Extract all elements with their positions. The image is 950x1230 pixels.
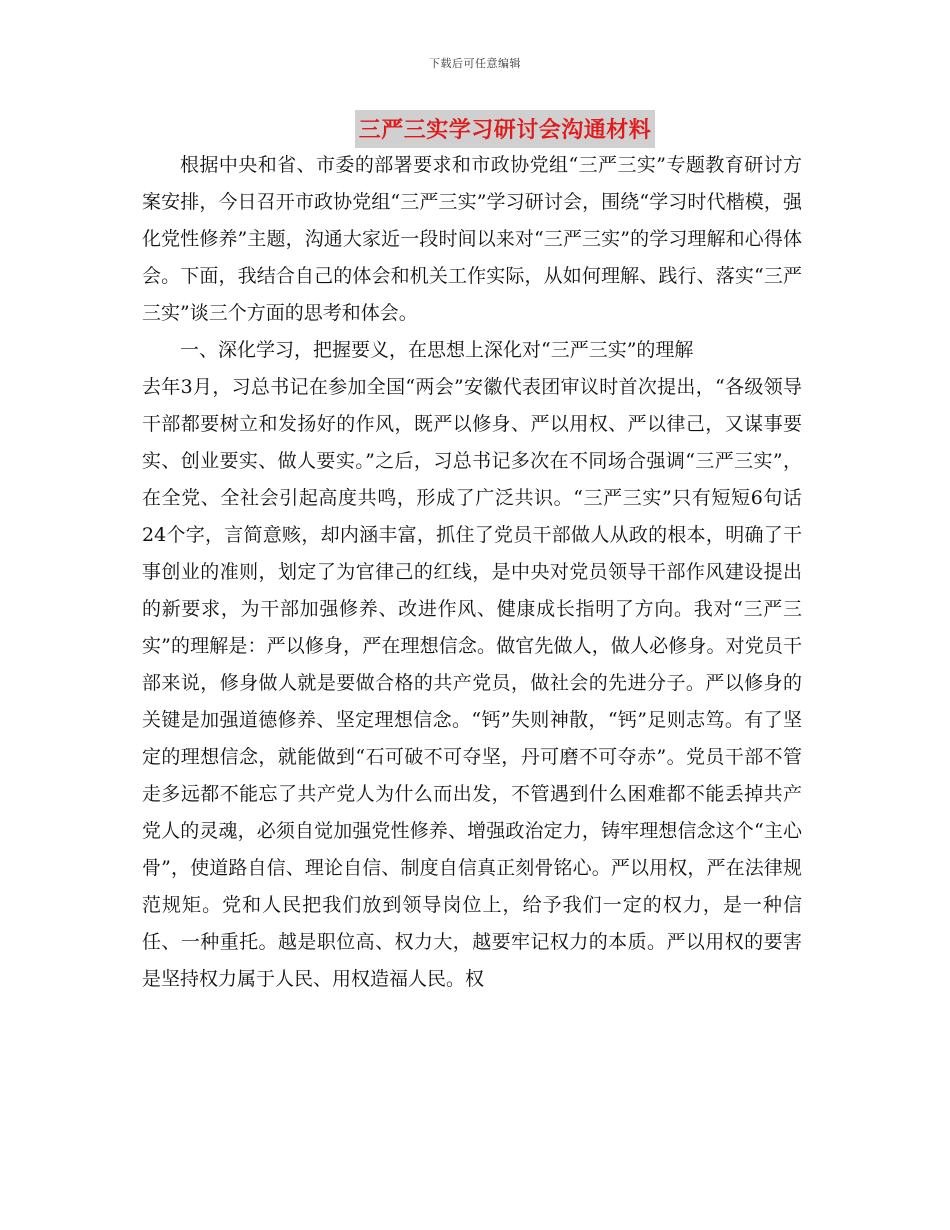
document-title: 三严三实学习研讨会沟通材料 — [355, 110, 656, 148]
document-body — [142, 147, 802, 998]
paragraph-body: 去年3月，习总书记在参加全国“两会”安徽代表团审议时首次提出，“各级领导干部都要树立和发扬好的作风，既严以修身、严以用权、严以律己，又谋事要实、创业要实、做人要实。”之后，习总书记多次在不同场合强调“三严三实”，在全党、全社会引起高度共鸣，形成了广泛共识。“三严三实”只有短短6句话24个字，言简意赅，却内涵丰富，抓住了党员干部做人从政的根本，明确了干事创业的准则，划定了为官律己的红线，是中央对党员领导干部作风建设提出的新要求，为干部加强修养、改进作风、健康成长指明了方向。我对“三严三实”的理解是：严以修身，严在理想信念。做官先做人，做人必修身。对党员干部来说，修身做人就是要做合格的共产党员，做社会的先进分子。严以修身的关键是加强道德修养、坚定理想信念。“钙”失则神散，“钙”足则志笃。有了坚定的理想信念，就能做到“石可破不可夺坚，丹可磨不可夺赤”。党员干部不管走多远都不能忘了共产党人为什么而出发，不管遇到什么困难都不能丢掉共产党人的灵魂，必须自觉加强党性修养、增强政治定力，铸牢理想信念这个“主心骨”，使道路自信、理论自信、制度自信真正刻骨铭心。严以用权，严在法律规范规矩。党和人民把我们放到领导岗位上，给予我们一定的权力，是一种信任、一种重托。越是职位高、权力大，越要牢记权力的本质。严以用权的要害是坚持权力属于人民、用权造福人民。权 — [142, 376, 802, 990]
section-heading-1: 一、深化学习，把握要义，在思想上深化对“三严三实”的理解 — [180, 339, 694, 361]
page-header: 下载后可任意编辑 — [429, 57, 521, 70]
paragraph-intro: 根据中央和省、市委的部署要求和市政协党组“三严三实”专题教育研讨方案安排，今日召开市政协党组“三严三实”学习研讨会，围绕“学习时代楷模，强化党性修养”主题，沟通大家近一段时间以来对“三严三实”的学习理解和心得体会。下面，我结合自己的体会和机关工作实际，从如何理解、践行、落实“三严三实”谈三个方面的思考和体会。 — [142, 154, 802, 324]
title-container — [0, 110, 950, 148]
